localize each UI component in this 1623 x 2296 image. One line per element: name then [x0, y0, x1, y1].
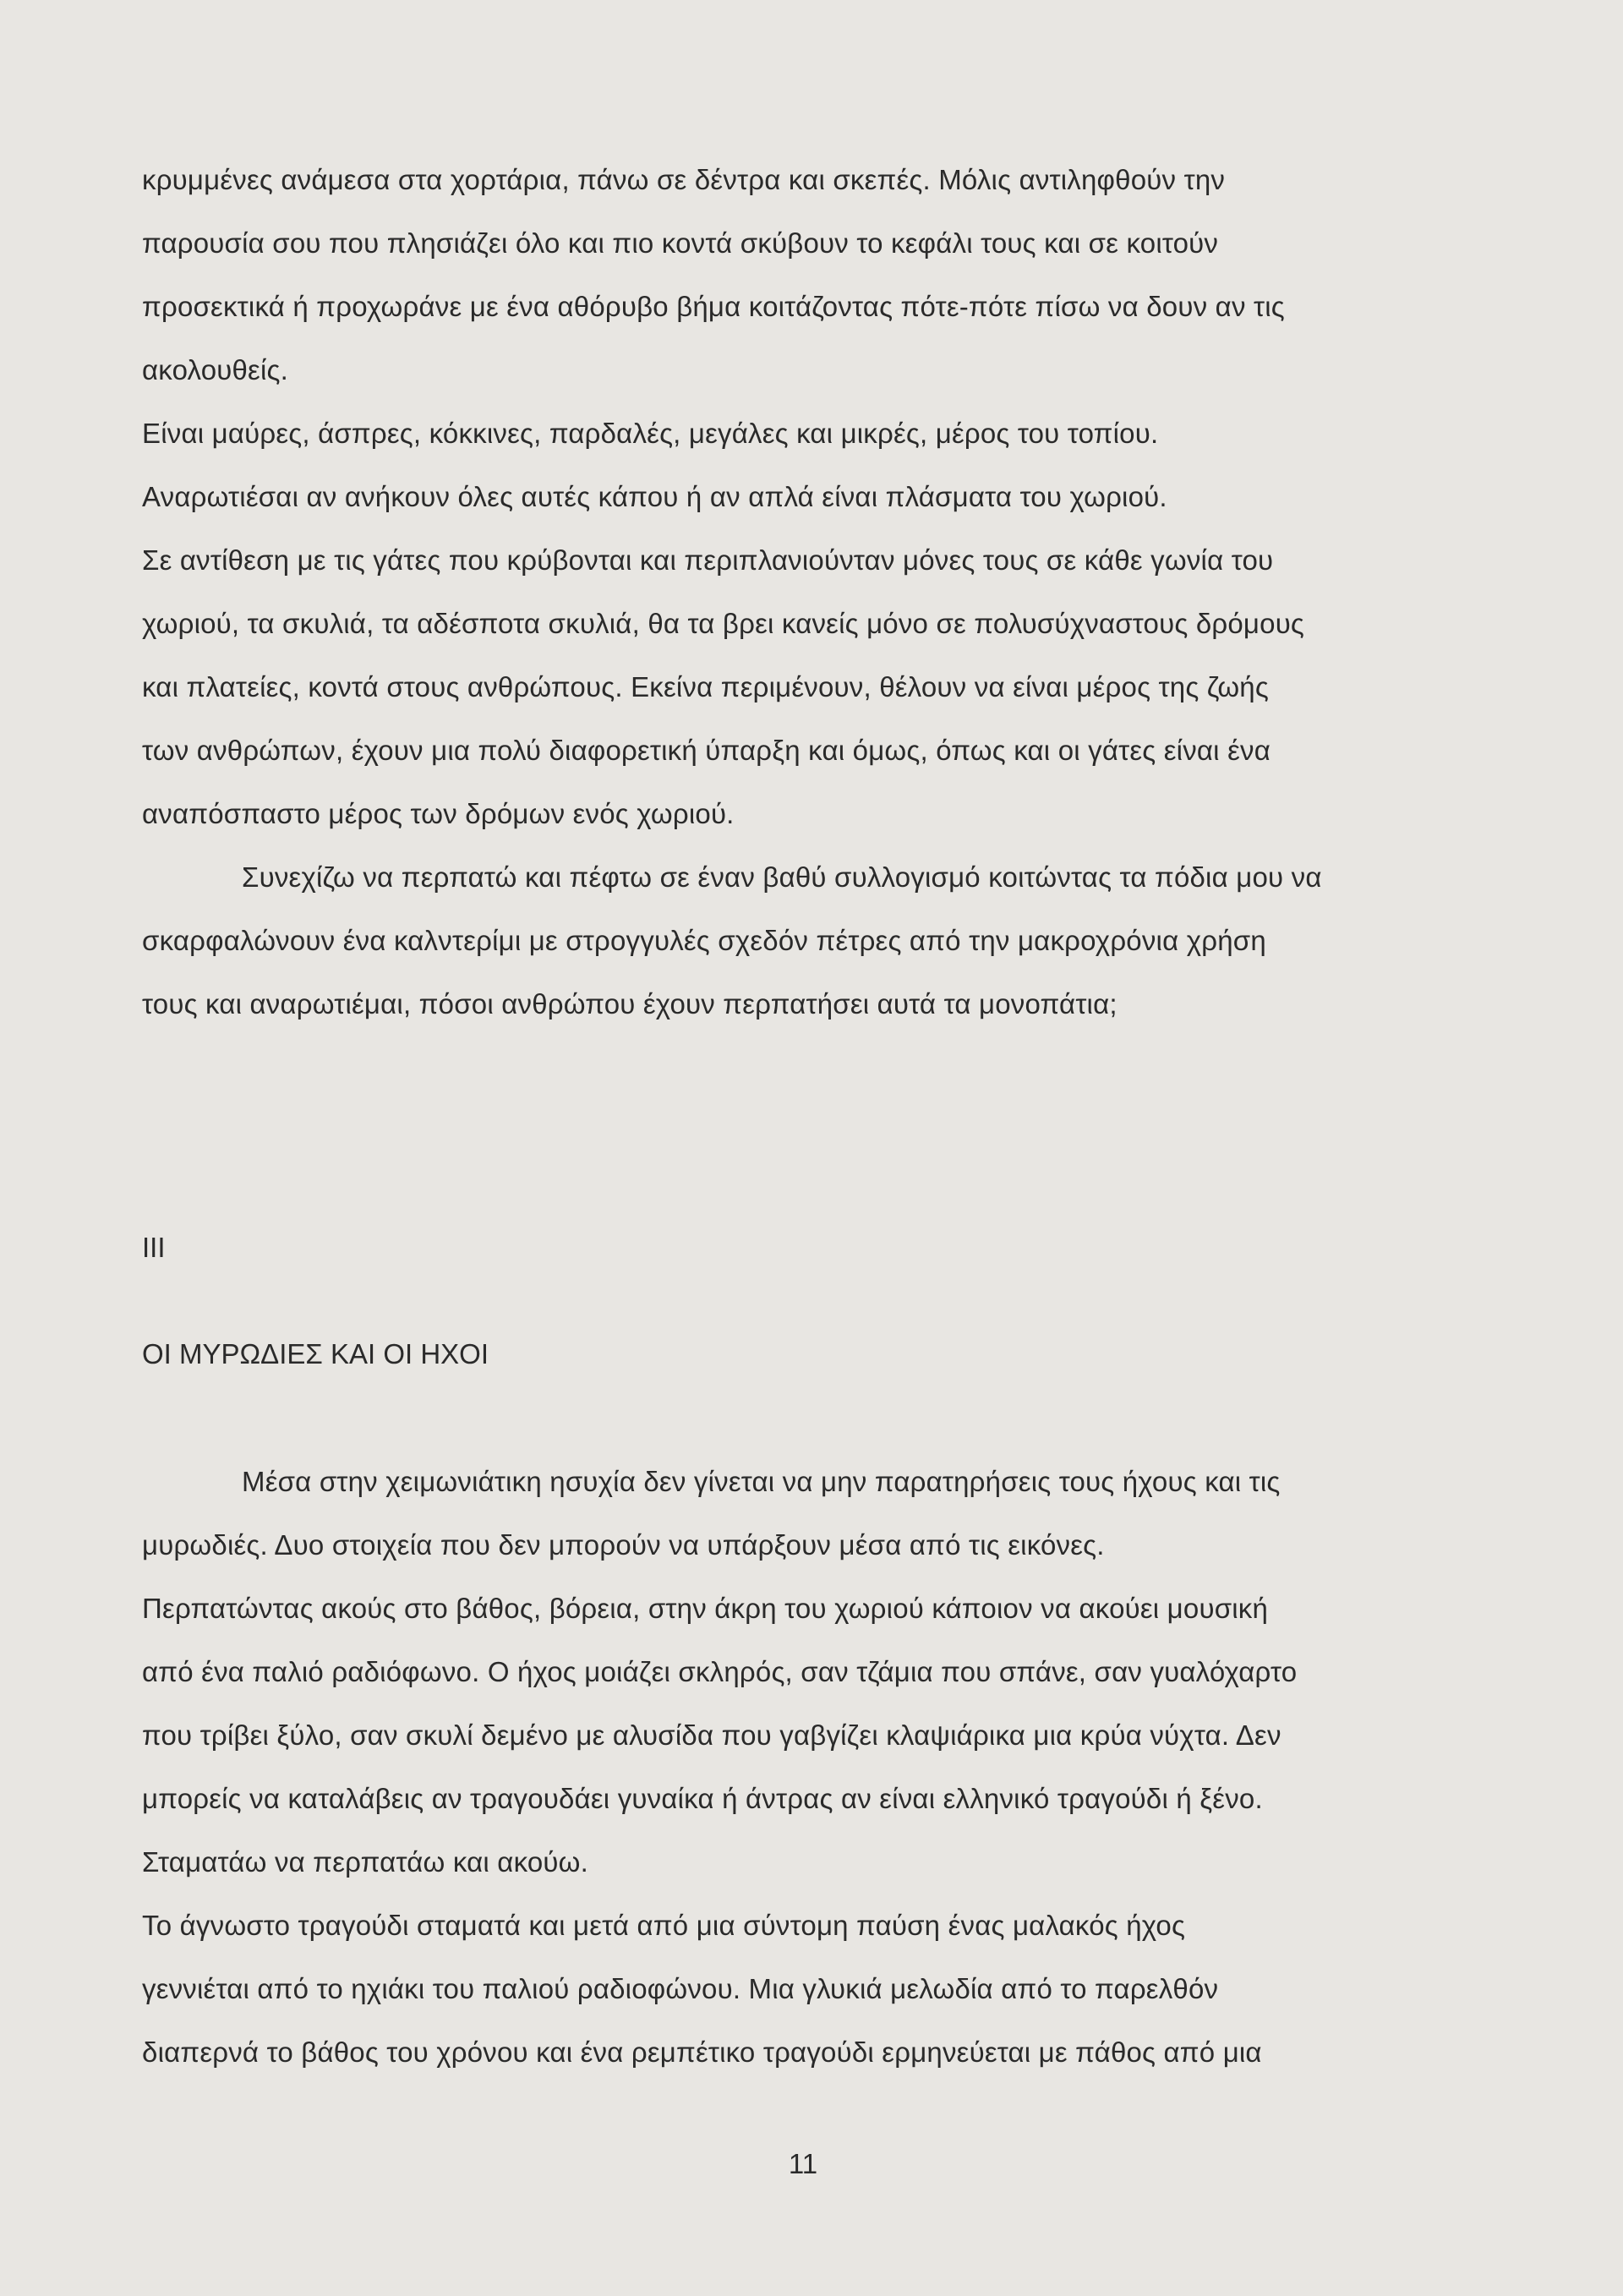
text-line: και πλατείες, κοντά στους ανθρώπους. Εκείνα περιμένουν, θέλουν να είναι μέρος της ζωής [142, 671, 1269, 702]
section-title: ΟΙ ΜΥΡΩΔΙΕΣ ΚΑΙ ΟΙ ΗΧΟΙ [142, 1338, 489, 1369]
text-line: ακολουθείς. [142, 354, 288, 385]
text-line: των ανθρώπων, έχουν μια πολύ διαφορετική ύπαρξη και όμως, όπως και οι γάτες είναι ένα [142, 735, 1271, 766]
text-line: γεννιέται από το ηχιάκι του παλιού ραδιοφώνου. Μια γλυκιά μελωδία από το παρελθόν [142, 1973, 1219, 2004]
text-line: προσεκτικά ή προχωράνε με ένα αθόρυβο βήμα κοιτάζοντας πότε-πότε πίσω να δουν αν τις [142, 291, 1285, 322]
text-line: Σε αντίθεση με τις γάτες που κρύβονται και περιπλανιούνταν μόνες τους σε κάθε γωνία του [142, 544, 1274, 576]
text-line: αναπόσπαστο μέρος των δρόμων ενός χωριού. [142, 798, 735, 829]
text-line: Το άγνωστο τραγούδι σταματά και μετά από μια σύντομη παύση ένας μαλακός ήχος [142, 1910, 1186, 1941]
text-line: Μέσα στην χειμωνιάτικη ησυχία δεν γίνεται να μην παρατηρήσεις τους ήχους και τις [242, 1466, 1281, 1497]
text-line: από ένα παλιό ραδιόφωνο. Ο ήχος μοιάζει σκληρός, σαν τζάμια που σπάνε, σαν γυαλόχαρτο [142, 1656, 1298, 1687]
text-line: διαπερνά το βάθος του χρόνου και ένα ρεμπέτικο τραγούδι ερμηνεύεται με πάθος από μια [142, 2036, 1262, 2068]
text-line: που τρίβει ξύλο, σαν σκυλί δεμένο με αλυσίδα που γαβγίζει κλαψιάρικα μια κρύα νύχτα. Δεν [142, 1719, 1281, 1751]
text-line: Είναι μαύρες, άσπρες, κόκκινες, παρδαλές, μεγάλες και μικρές, μέρος του τοπίου. [142, 418, 1159, 449]
text-line: χωριού, τα σκυλιά, τα αδέσποτα σκυλιά, θα τα βρει κανείς μόνο σε πολυσύχναστους δρόμους [142, 608, 1305, 639]
page-number: 11 [788, 2148, 818, 2179]
section-number: III [142, 1232, 166, 1263]
text-line: Περπατώντας ακούς στο βάθος, βόρεια, στην άκρη του χωριού κάποιον να ακούει μουσική [142, 1593, 1269, 1624]
text-line: μυρωδιές. Δυο στοιχεία που δεν μπορούν να υπάρξουν μέσα από τις εικόνες. [142, 1529, 1105, 1561]
text-line: παρουσία σου που πλησιάζει όλο και πιο κοντά σκύβουν το κεφάλι τους και σε κοιτούν [142, 227, 1219, 259]
text-line: τους και αναρωτιέμαι, πόσοι ανθρώπου έχουν περπατήσει αυτά τα μονοπάτια; [142, 988, 1118, 1020]
text-line: Αναρωτιέσαι αν ανήκουν όλες αυτές κάπου ή αν απλά είναι πλάσματα του χωριού. [142, 481, 1167, 512]
text-line: μπορείς να καταλάβεις αν τραγουδάει γυναίκα ή άντρας αν είναι ελληνικό τραγούδι ή ξένο. [142, 1783, 1263, 1814]
text-line: Σταματάω να περπατάω και ακούω. [142, 1846, 589, 1878]
text-line: σκαρφαλώνουν ένα καλντερίμι με στρογγυλές σχεδόν πέτρες από την μακροχρόνια χρήση [142, 925, 1266, 956]
text-line: κρυμμένες ανάμεσα στα χορτάρια, πάνω σε δέντρα και σκεπές. Μόλις αντιληφθούν την [142, 164, 1226, 195]
text-line: Συνεχίζω να περπατώ και πέφτω σε έναν βαθύ συλλογισμό κοιτώντας τα πόδια μου να [242, 861, 1322, 893]
